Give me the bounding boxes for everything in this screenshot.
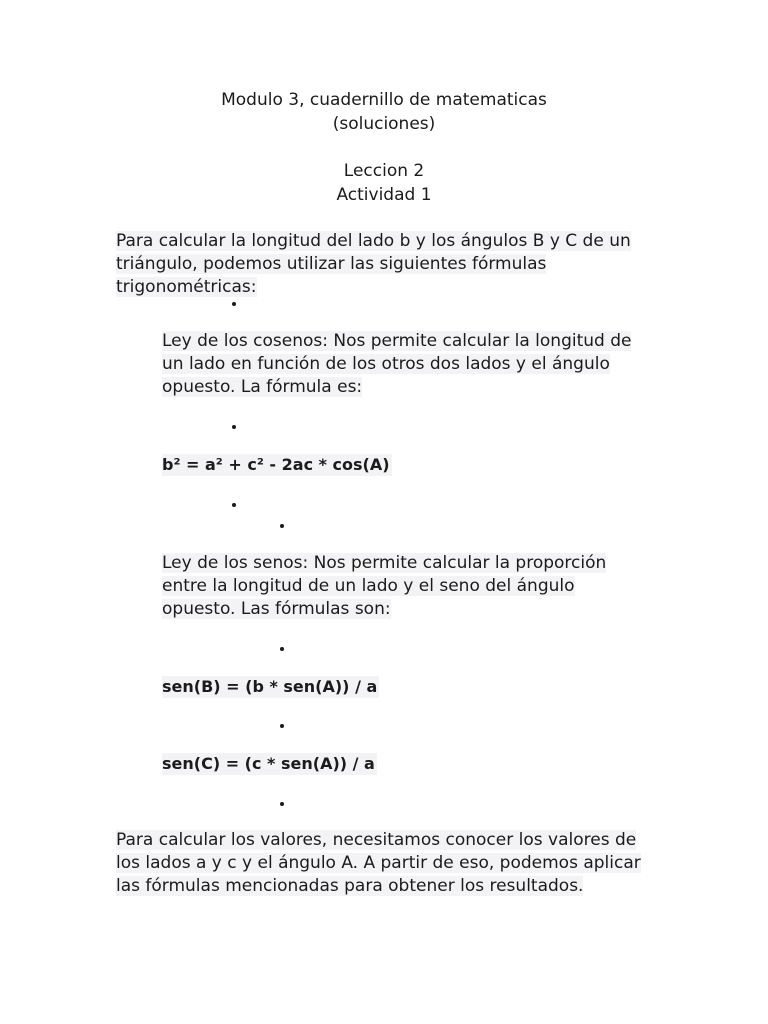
cosine-law-paragraph bbox=[162, 330, 642, 399]
bullet-point bbox=[279, 523, 287, 531]
intro-text: Para calcular la longitud del lado b y los ángulos B y C de un triángulo, podemos utilizar las siguientes fórmulas trigonométricas: bbox=[116, 231, 631, 297]
bullet-point bbox=[279, 723, 287, 731]
activity-label: Actividad 1 bbox=[336, 185, 432, 205]
title-line-2: (soluciones) bbox=[332, 114, 436, 134]
sine-law-formula-b: sen(B) = (b * sen(A)) / a bbox=[162, 677, 378, 696]
conclusion-text: Para calcular los valores, necesitamos conocer los valores de los lados a y c y el ángulo A. A partir de eso, podemos aplicar las fórmulas mencionadas para obtener los resultados. bbox=[116, 830, 641, 896]
lesson-heading bbox=[0, 159, 768, 207]
lesson-label: Leccion 2 bbox=[343, 161, 425, 181]
conclusion-paragraph bbox=[116, 829, 656, 898]
bullet-point bbox=[231, 502, 239, 510]
sine-law-text: Ley de los senos: Nos permite calcular la proporción entre la longitud de un lado y el seno del ángulo opuesto. Las fórmulas son: bbox=[162, 553, 607, 619]
intro-paragraph bbox=[116, 230, 656, 299]
bullet-point bbox=[231, 424, 239, 432]
bullet-point bbox=[279, 646, 287, 654]
title-line-1: Modulo 3, cuadernillo de matematicas bbox=[221, 90, 547, 110]
bullet-point bbox=[279, 801, 287, 809]
sine-law-formula-c: sen(C) = (c * sen(A)) / a bbox=[162, 754, 375, 773]
sine-law-paragraph bbox=[162, 552, 652, 621]
bullet-point bbox=[231, 301, 239, 309]
document-title bbox=[0, 88, 768, 136]
cosine-law-formula: b² = a² + c² - 2ac * cos(A) bbox=[162, 455, 390, 474]
cosine-law-text: Ley de los cosenos: Nos permite calcular la longitud de un lado en función de los otros dos lados y el ángulo opuesto. La fórmula es: bbox=[162, 331, 632, 397]
